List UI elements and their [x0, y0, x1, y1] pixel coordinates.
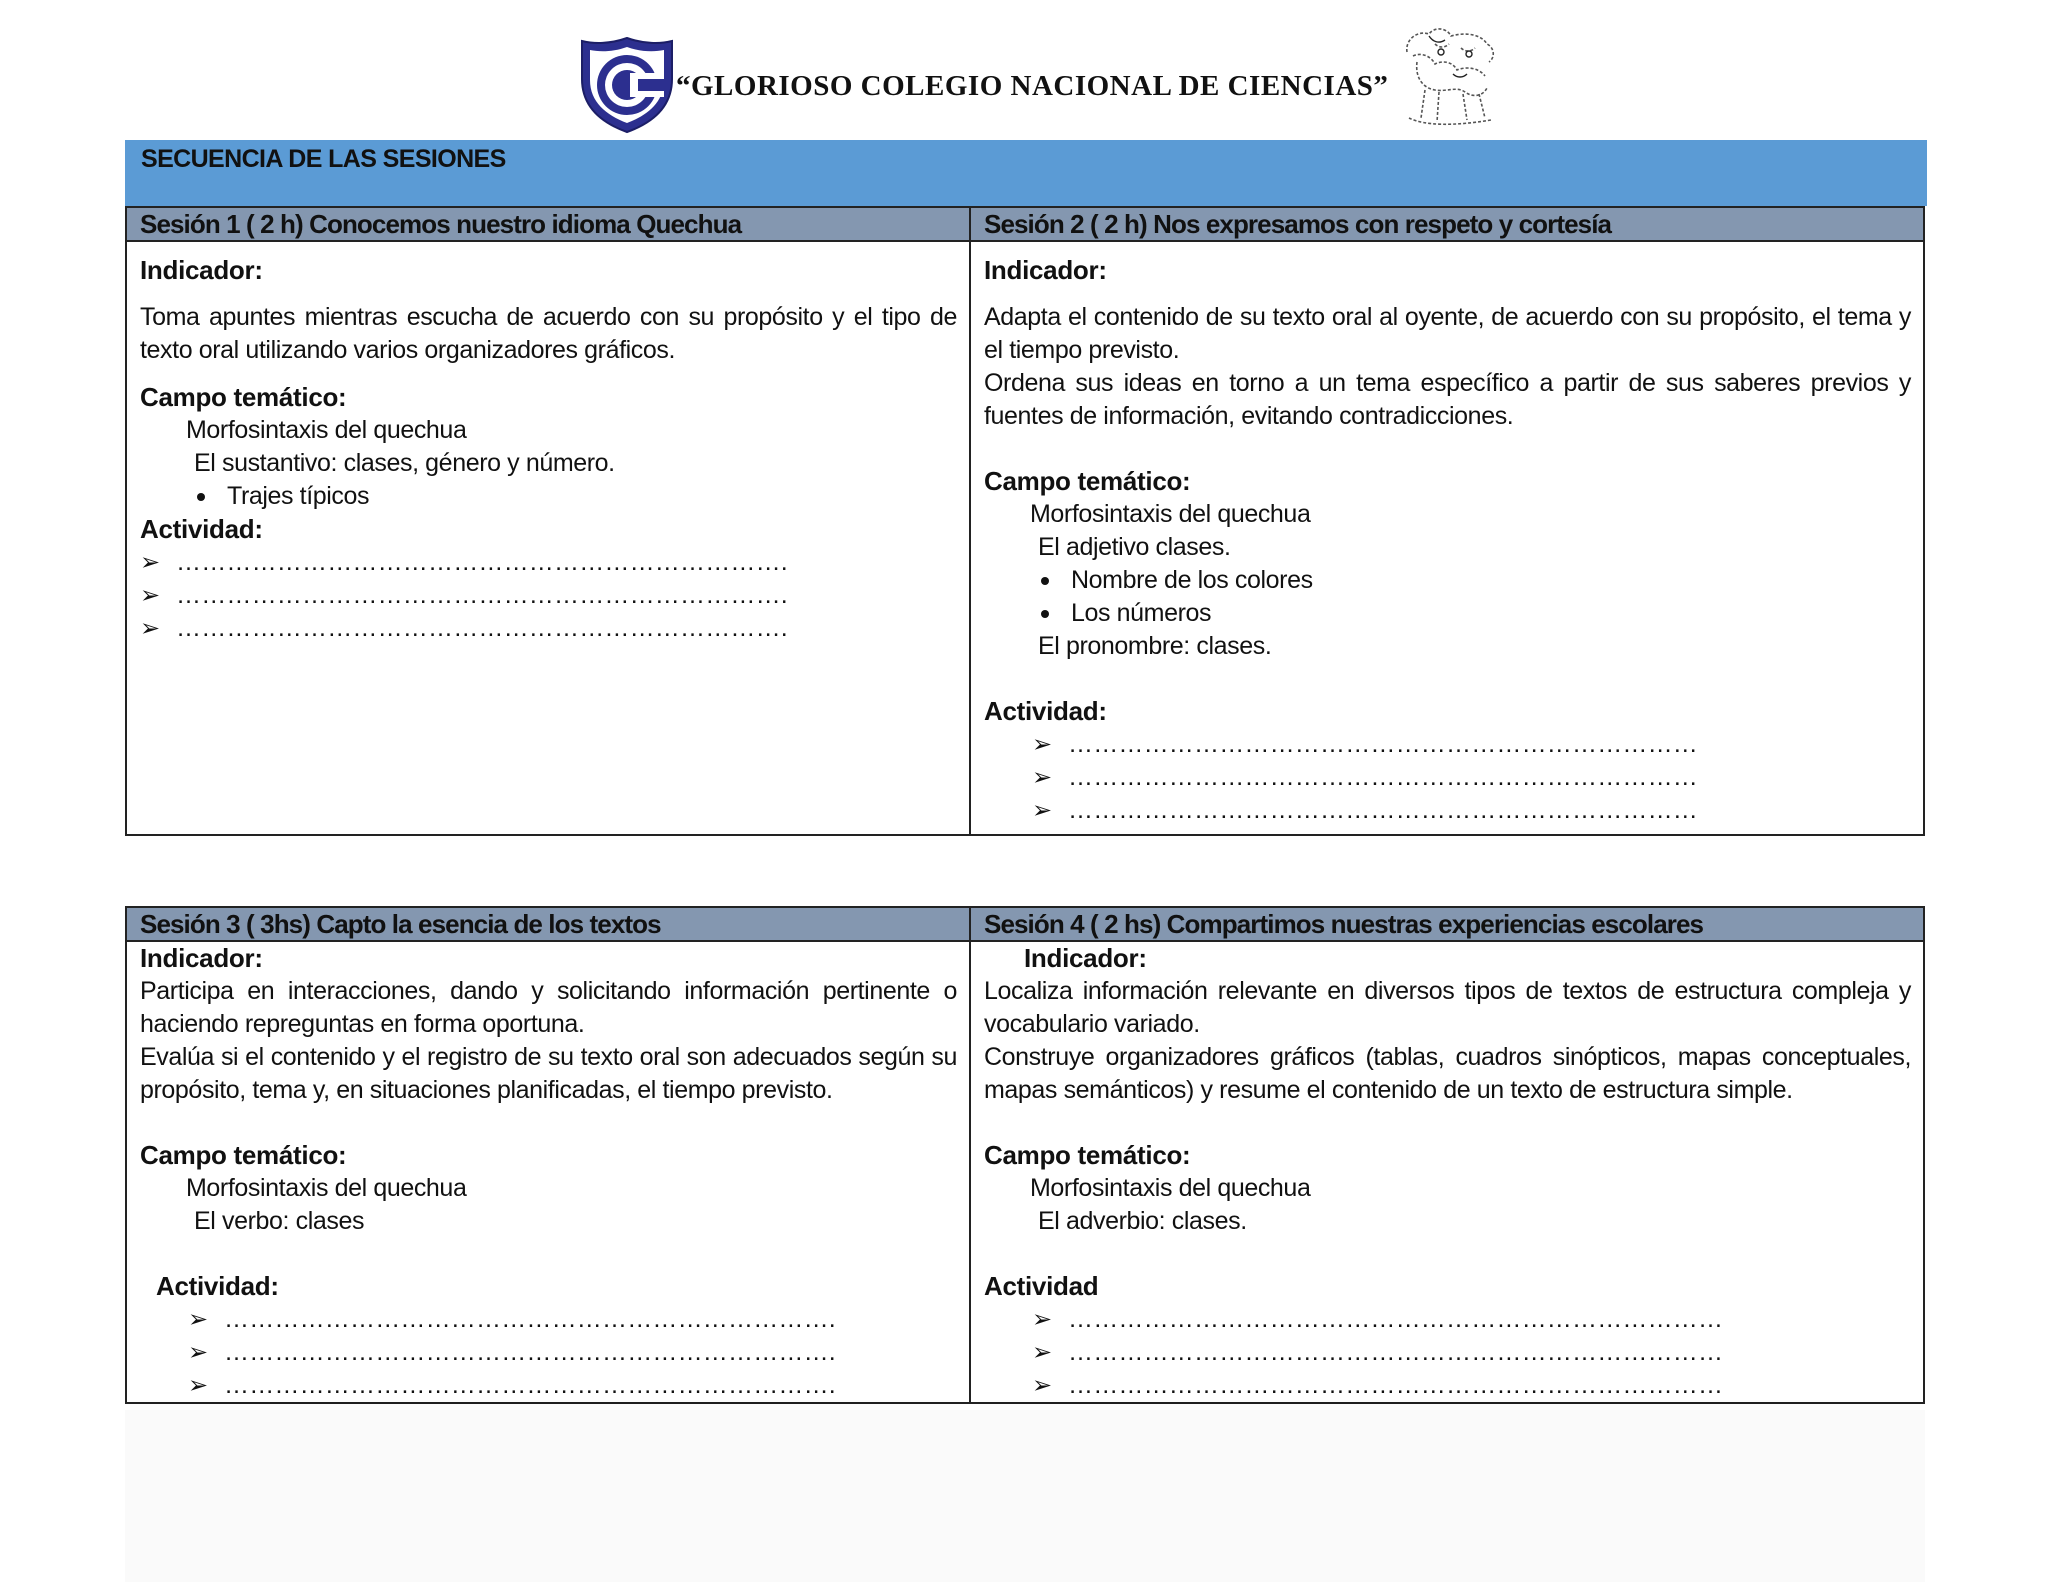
indicator-text: Ordena sus ideas en torno a un tema específico a partir de sus saberes previos y fuentes de información, evitando contradicciones.	[984, 369, 1911, 430]
indicator-text: Localiza información relevante en diversos tipos de textos de estructura compleja y vocabulario variado.	[984, 977, 1911, 1038]
indicator-text: Adapta el contenido de su texto oral al oyente, de acuerdo con su propósito, el tema y el tiempo previsto.	[984, 303, 1911, 364]
campo-bullet-text: Nombre de los colores	[1071, 566, 1313, 594]
campo-label: Campo temático:	[984, 466, 1191, 496]
activity-item	[984, 728, 1911, 761]
arrow-bullet-icon: ➢	[1032, 1306, 1052, 1333]
activity-item	[984, 1336, 1911, 1369]
activity-text: ……………………………………………………………….	[224, 1338, 836, 1366]
indicator-text: Evalúa si el contenido y el registro de su texto oral son adecuados según su propósito, tema y, en situaciones planificadas, el tiempo previsto.	[140, 1043, 957, 1104]
campo-sub: El adverbio: clases.	[1038, 1207, 1247, 1235]
indicator-text: Construye organizadores gráficos (tablas, cuadros sinópticos, mapas conceptuales, mapas semánticos) y resume el contenido de un texto de estructura simple.	[984, 1043, 1911, 1104]
campo-bullet-text: Los números	[1071, 599, 1212, 627]
campo-main: Morfosintaxis del quechua	[1030, 1174, 1311, 1202]
session-4-column	[971, 908, 1923, 1402]
activity-item	[140, 1369, 957, 1402]
session-1-title: Sesión 1 ( 2 h) Conocemos nuestro idioma Quechua	[127, 208, 969, 242]
campo-sub: El adjetivo clases.	[1038, 533, 1231, 561]
indicator-label: Indicador:	[984, 255, 1107, 285]
activity-item	[984, 761, 1911, 794]
arrow-bullet-icon: ➢	[1032, 1372, 1052, 1399]
campo-bullet-text: Trajes típicos	[227, 482, 370, 510]
session-table-1	[125, 206, 1925, 836]
campo-after: El pronombre: clases.	[1038, 632, 1272, 660]
arrow-bullet-icon: ➢	[1032, 797, 1052, 824]
indicator-label: Indicador:	[1024, 943, 1147, 973]
arrow-bullet-icon: ➢	[188, 1306, 208, 1333]
campo-label: Campo temático:	[140, 1140, 347, 1170]
campo-sub: El verbo: clases	[194, 1207, 365, 1235]
activity-item	[140, 1336, 957, 1369]
activity-text: ……………………………………………………………………	[1068, 1338, 1724, 1366]
sequence-section-band	[125, 140, 1927, 206]
activity-label: Actividad:	[984, 696, 1107, 726]
activity-item	[140, 612, 957, 645]
activity-item	[140, 546, 957, 579]
session-3-title: Sesión 3 ( 3hs) Capto la esencia de los textos	[127, 908, 969, 942]
session-1-column	[127, 208, 971, 834]
school-shield-logo-icon	[578, 35, 676, 135]
bullet-icon	[1041, 610, 1049, 618]
activity-item	[140, 1303, 957, 1336]
arrow-bullet-icon: ➢	[140, 549, 160, 576]
activity-text: ……………………………………………………………….	[176, 581, 788, 609]
campo-label: Campo temático:	[984, 1140, 1191, 1170]
campo-label: Campo temático:	[140, 382, 347, 412]
activity-text: …………………………………………………………………	[1068, 730, 1698, 758]
activity-text: …………………………………………………………………	[1068, 763, 1698, 791]
bullet-icon	[197, 493, 205, 501]
arrow-bullet-icon: ➢	[1032, 731, 1052, 758]
activity-text: …………………………………………………………………	[1068, 796, 1698, 824]
llama-mascot-icon	[1395, 22, 1503, 134]
activity-text: ……………………………………………………………………	[1068, 1305, 1724, 1333]
indicator-text: Toma apuntes mientras escucha de acuerdo con su propósito y el tipo de texto oral utilizando varios organizadores gráficos.	[140, 303, 957, 364]
activity-text: ……………………………………………………………………	[1068, 1371, 1724, 1399]
session-3-column	[127, 908, 971, 1402]
activity-label: Actividad	[984, 1271, 1099, 1301]
indicator-label: Indicador:	[140, 255, 263, 285]
session-2-title: Sesión 2 ( 2 h) Nos expresamos con respeto y cortesía	[971, 208, 1923, 242]
session-table-2	[125, 906, 1925, 1404]
school-name: “GLORIOSO COLEGIO NACIONAL DE CIENCIAS”	[676, 70, 1389, 102]
session-4-title: Sesión 4 ( 2 hs) Compartimos nuestras experiencias escolares	[971, 908, 1923, 942]
activity-text: ……………………………………………………………….	[224, 1371, 836, 1399]
activity-text: ……………………………………………………………….	[176, 548, 788, 576]
campo-sub: El sustantivo: clases, género y número.	[194, 449, 615, 477]
arrow-bullet-icon: ➢	[188, 1372, 208, 1399]
arrow-bullet-icon: ➢	[140, 615, 160, 642]
activity-item	[984, 1303, 1911, 1336]
bullet-icon	[1041, 577, 1049, 585]
campo-main: Morfosintaxis del quechua	[1030, 500, 1311, 528]
arrow-bullet-icon: ➢	[188, 1339, 208, 1366]
activity-label: Actividad:	[156, 1271, 279, 1301]
campo-bullet	[984, 564, 1911, 597]
activity-label: Actividad:	[140, 514, 263, 544]
page-bottom-background	[125, 1410, 1925, 1582]
section-title: SECUENCIA DE LAS SESIONES	[141, 145, 506, 173]
indicator-text: Participa en interacciones, dando y solicitando información pertinente o haciendo repreguntas en forma oportuna.	[140, 977, 957, 1038]
activity-item	[984, 1369, 1911, 1402]
activity-text: ……………………………………………………………….	[176, 614, 788, 642]
campo-bullet	[140, 480, 957, 513]
activity-item	[140, 579, 957, 612]
activity-item	[984, 794, 1911, 827]
indicator-label: Indicador:	[140, 943, 263, 973]
campo-bullet	[984, 597, 1911, 630]
campo-main: Morfosintaxis del quechua	[186, 416, 467, 444]
campo-main: Morfosintaxis del quechua	[186, 1174, 467, 1202]
activity-text: ……………………………………………………………….	[224, 1305, 836, 1333]
arrow-bullet-icon: ➢	[1032, 1339, 1052, 1366]
arrow-bullet-icon: ➢	[1032, 764, 1052, 791]
document-header	[0, 0, 2048, 140]
arrow-bullet-icon: ➢	[140, 582, 160, 609]
session-2-column	[971, 208, 1923, 834]
